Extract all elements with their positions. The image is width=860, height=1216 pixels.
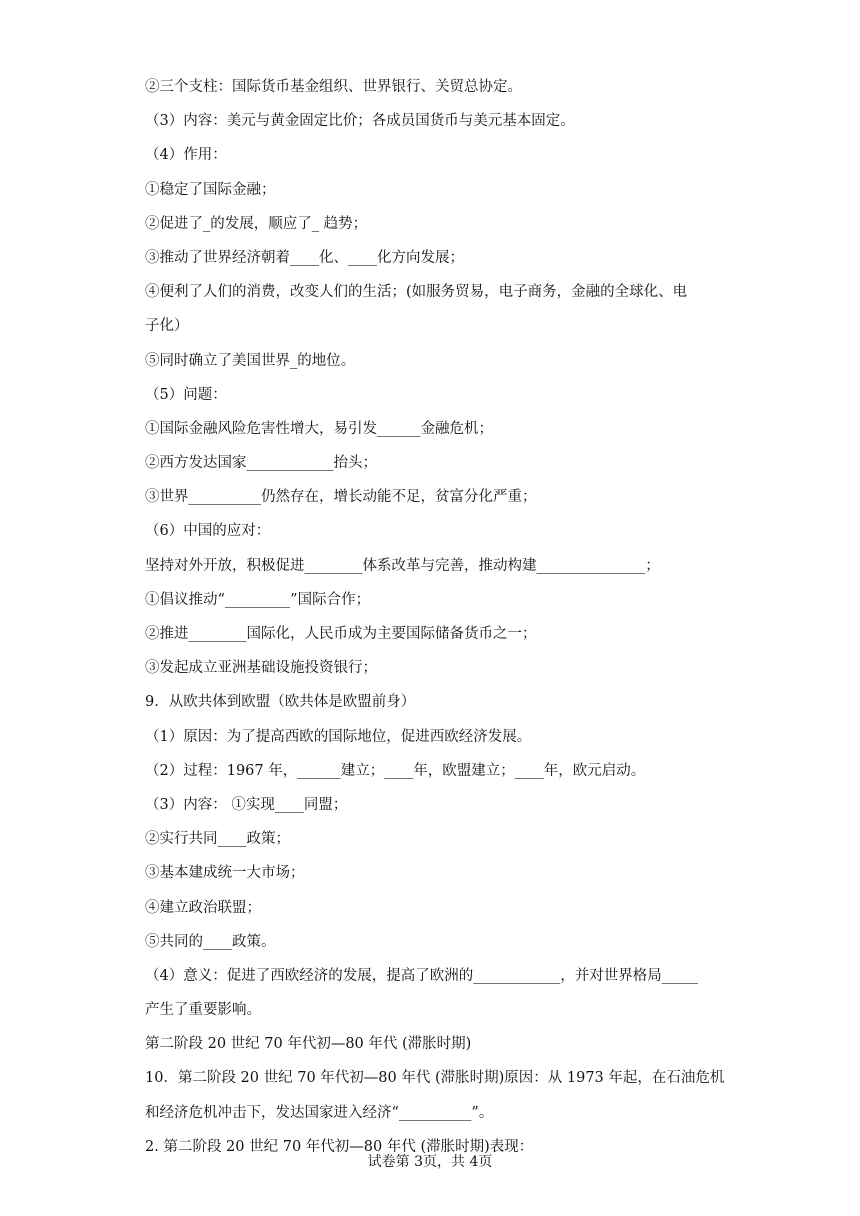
- text-line: 产生了重要影响。: [145, 1002, 261, 1019]
- text-line: ①国际金融风险危害性增大，易引发______金融危机；: [145, 420, 493, 437]
- section-heading: 9．从欧共体到欧盟（欧共体是欧盟前身）: [145, 694, 416, 711]
- text-line: ①稳定了国际金融；: [145, 181, 276, 198]
- text-line: ⑤共同的____政策。: [145, 933, 276, 950]
- text-line: 坚持对外开放，积极促进________体系改革与完善，推动构建_______________；: [145, 557, 660, 574]
- text-line: ④建立政治联盟；: [145, 899, 261, 916]
- text-line: ④便利了人们的消费，改变人们的生活；(如服务贸易，电子商务，金融的全球化、电: [145, 284, 688, 301]
- text-line: ③世界__________仍然存在，增长动能不足，贫富分化严重；: [145, 489, 537, 506]
- section-heading: 第二阶段 20 世纪 70 年代初—80 年代 (滞胀时期): [145, 1036, 472, 1053]
- text-line: ②推进________国际化，人民币成为主要国际储备货币之一；: [145, 626, 537, 642]
- page-body: [145, 70, 725, 1164]
- text-line: （2）过程：1967 年，______建立；____年，欧盟建立；____年，欧元启动。: [145, 762, 646, 779]
- text-line: ③推动了世界经济朝着____化、____化方向发展；: [145, 249, 464, 266]
- text-line: 子化）: [145, 318, 189, 335]
- text-line: 10．第二阶段 20 世纪 70 年代初—80 年代 (滞胀时期)原因：从 1973 年起，在石油危机: [145, 1070, 725, 1087]
- text-line: （4）意义：促进了西欧经济的发展，提高了欧洲的____________，并对世界格局_____: [145, 967, 698, 984]
- text-line: ①倡议推动“_________”国际合作；: [145, 591, 371, 608]
- text-line: ②促进了_的发展，顺应了_ 趋势；: [145, 215, 368, 232]
- text-line: 2. 第二阶段 20 世纪 70 年代初—80 年代 (滞胀时期)表现：: [145, 1138, 534, 1155]
- text-line: （1）原因：为了提高西欧的国际地位，促进西欧经济发展。: [145, 728, 532, 745]
- text-line: 和经济危机冲击下，发达国家进入经济“__________”。: [145, 1104, 494, 1121]
- text-line: ②西方发达国家____________抬头；: [145, 455, 377, 472]
- text-line: （6）中国的应对：: [145, 523, 271, 540]
- text-line: ⑤同时确立了美国世界_的地位。: [145, 352, 356, 369]
- text-line: ③发起成立亚洲基础设施投资银行；: [145, 660, 377, 677]
- text-line: ③基本建成统一大市场；: [145, 865, 305, 882]
- text-line: ②三个支柱：国际货币基金组织、世界银行、关贸总协定。: [145, 79, 522, 95]
- text-line: （4）作用：: [145, 147, 227, 164]
- text-line: （3）内容： ①实现____同盟；: [145, 796, 348, 813]
- text-line: ②实行共同____政策；: [145, 831, 290, 848]
- text-line: （5）问题：: [145, 386, 227, 403]
- page-footer: 试卷第 3页，共 4页: [367, 1154, 493, 1170]
- text-line: （3）内容：美元与黄金固定比价；各成员国货币与美元基本固定。: [145, 113, 575, 130]
